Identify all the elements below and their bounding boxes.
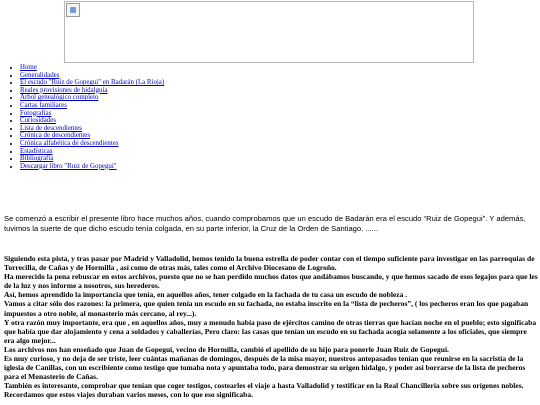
nav-link-fotografias[interactable]: Fotografías <box>20 109 52 117</box>
nav-link-curiosidades[interactable]: Curiosidades <box>20 117 56 125</box>
nav-item-cronica <box>20 132 164 140</box>
nav-item-descargar <box>20 163 164 171</box>
article-paragraph: Y otra razón muy importante, era que , en aquellos años, muy a menudo había paso de ejércitos camino de otras tierras que hacían noche en el pueblo; esto significaba que había que dar alojamiento y cena a soldados y caballerías, Pero claro: las casas que tenían un escudo en su fachada acogía solamente a los oficiales, que siempre era algo mejor... <box>4 317 537 345</box>
nav-item-arbol <box>20 94 164 102</box>
nav-link-arbol[interactable]: Árbol genealógico completo <box>20 94 99 102</box>
nav-link-cronica[interactable]: Crónica de descendientes <box>20 132 91 140</box>
article-paragraph: También es interesante, comprobar que tenían que coger testigos, costearles el viaje a hasta Valladolid y testificar en la Real Chancillería sobre sus orígenes nobles. Recordamos que estos viajes duraban varios meses, con lo que eso significaba. <box>4 381 524 400</box>
nav-link-home[interactable]: Home <box>20 64 37 71</box>
article-paragraph: Vamos a citar sólo dos razones: la primera, que quien tenía un escudo en su fachada, no estaba inscrito en la “lista de pecheros”, ( los pecheros eran los que pagaban impuestos a otro noble, al monasterio más cercano, al rey...). <box>4 299 529 318</box>
nav-item-home <box>20 64 164 72</box>
nav-item-generalidades <box>20 72 164 80</box>
nav-link-descargar[interactable]: Descargar libro "Ruiz de Gopegui" <box>20 162 117 170</box>
nav-item-lista <box>20 125 164 133</box>
nav-item-cronica-alfabetica <box>20 140 164 148</box>
nav-item-fotografias <box>20 110 164 118</box>
nav-item-escudo <box>20 79 164 87</box>
nav-link-bibliografia[interactable]: Bibliografía <box>20 155 54 163</box>
nav-item-bibliografia <box>20 155 164 163</box>
nav-item-curiosidades <box>20 117 164 125</box>
article-paragraph: Es muy curioso, y no deja de ser triste, leer cuántas mañanas de domingos, después de la misa mayor, nuestros antepasados tenían que reunirse en la sacristía de la iglesia de Canillas, con un escribiente como testigo que tomaba nota y apuntaba todo, para demostrar su origen hidalgo, y poder así borrarse de la lista de pecheros para el Monasterio de Cañas. <box>4 354 526 382</box>
nav-link-estadisticas[interactable]: Estadísticas <box>20 147 53 155</box>
broken-image-icon <box>66 3 80 17</box>
article-paragraph: Los archivos nos han enseñado que Juan de Gopegui, vecino de Hormilla, cambió el apellido de su hijo para ponerle Juan Ruiz de Gopegui. <box>4 344 449 354</box>
nav-item-cartas <box>20 102 164 110</box>
nav-item-estadisticas <box>20 148 164 156</box>
nav-link-generalidades[interactable]: Generalidades <box>20 71 60 79</box>
nav-link-cartas[interactable]: Cartas familiares <box>20 101 67 109</box>
nav-link-cronica-alfabetica[interactable]: Crónica alfabética de descendientes <box>20 139 119 147</box>
article-paragraph: Siguiendo esta pista, y tras pasar por Madrid y Valladolid, hemos tenido la buena estrella de poder contar con el tiempo suficiente para investigar en las parroquias de Torrecilla, de Cañas y de Hormilla , así como de otras más, tales como el Archivo Diocesano de Logroño. <box>4 254 535 273</box>
header-banner-image <box>64 1 474 63</box>
main-navigation <box>8 64 164 170</box>
nav-link-escudo[interactable]: El escudo "Ruiz de Gopegui" en Badarán (La Rioja) <box>20 79 165 87</box>
article-paragraph: Ha merecido la pena rebuscar en estos archivos, puesto que no se han perdido muchos datos que andábamos buscando, y que hemos sacado de esos legajos para que les de la luz y nos informe a nosotros, sus herederos. <box>4 272 538 291</box>
article-paragraph: Así, hemos aprendido la importancia que tenía, en aquellos años, tener colgado en la fachada de tu casa un escudo de nobleza . <box>4 290 408 300</box>
intro-paragraph: Se comenzó a escribir el presente libro hace muchos años, cuando comprobamos que un escudo de Badarán era el escudo “Ruiz de Gopegui”. Y además, tuvimos la suerte de que dicho escudo tenía colgada, en su parte inferior, la Cruz de la Orden de Santiago. ...... <box>4 214 526 233</box>
nav-link-reales-provisiones[interactable]: Reales provisiones de hidalguía <box>20 86 108 94</box>
nav-link-lista[interactable]: Lista de descendientes <box>20 124 82 132</box>
main-article-text <box>4 254 538 400</box>
